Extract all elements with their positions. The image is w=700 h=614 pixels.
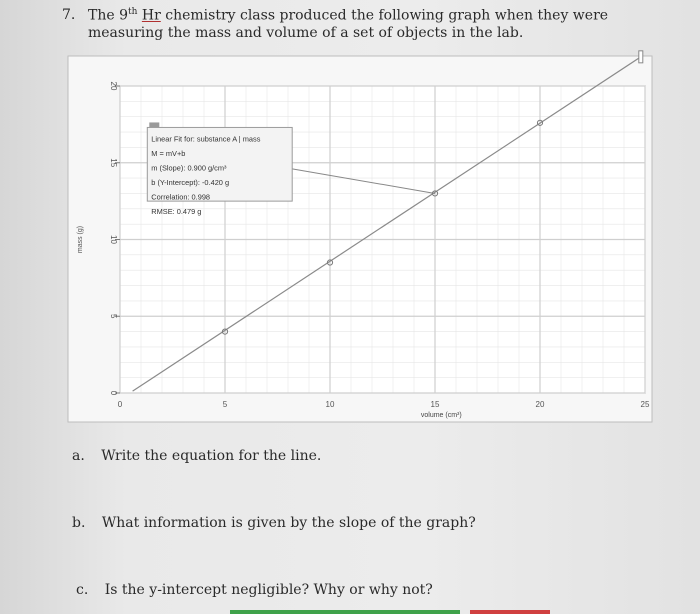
question-pre: The 9 [88, 7, 128, 24]
sub-letter-b: b. [72, 515, 86, 531]
fit-box-line: RMSE: 0.479 g [151, 206, 202, 216]
sub-question-a [72, 448, 321, 464]
question-sup: th [128, 7, 138, 17]
y-tick-label: 20 [109, 81, 118, 91]
x-tick-label: 15 [430, 400, 440, 409]
question-hr: Hr [141, 7, 161, 24]
sub-question-b [72, 515, 476, 531]
sub-text-a: Write the equation for the line. [101, 448, 322, 464]
fit-box-line: b (Y-Intercept): -0.420 g [151, 177, 230, 187]
y-tick-label: 5 [109, 314, 118, 319]
question-number: 7. [62, 7, 76, 23]
fit-box-line: Linear Fit for: substance A | mass [151, 134, 261, 144]
x-tick-label: 20 [535, 400, 545, 409]
fit-end-handle [639, 51, 643, 63]
sub-letter-c: c. [76, 582, 89, 598]
y-tick-label: 10 [109, 235, 118, 244]
progress-bar-red [470, 610, 550, 614]
x-tick-label: 25 [640, 400, 650, 409]
question-text-line1 [88, 7, 608, 24]
sub-question-c [76, 582, 433, 598]
question-text-line2: measuring the mass and volume of a set of objects in the lab. [88, 25, 524, 41]
y-tick-label: 0 [109, 390, 118, 396]
fit-box-line: M = mV+b [151, 148, 186, 158]
x-axis-label: volume (cm³) [420, 412, 462, 419]
sub-text-b: What information is given by the slope of the graph? [101, 515, 476, 531]
x-tick-label: 10 [325, 400, 335, 409]
graph-area [60, 48, 660, 434]
question-post: chemistry class produced the following graph when they were [165, 7, 609, 24]
x-tick-label: 5 [222, 400, 228, 409]
fit-box-line: Correlation: 0.998 [151, 192, 211, 202]
sub-letter-a: a. [72, 448, 85, 464]
fit-box-line: m (Slope): 0.900 g/cm³ [151, 163, 227, 173]
y-axis-label: mass (g) [77, 225, 84, 254]
progress-bar-green [230, 610, 460, 614]
x-tick-label: 0 [117, 400, 123, 409]
y-tick-label: 15 [109, 158, 118, 168]
mass-volume-chart [60, 48, 660, 430]
sub-text-c: Is the y-intercept negligible? Why or why not? [104, 582, 433, 598]
fit-box-tab [149, 122, 159, 127]
